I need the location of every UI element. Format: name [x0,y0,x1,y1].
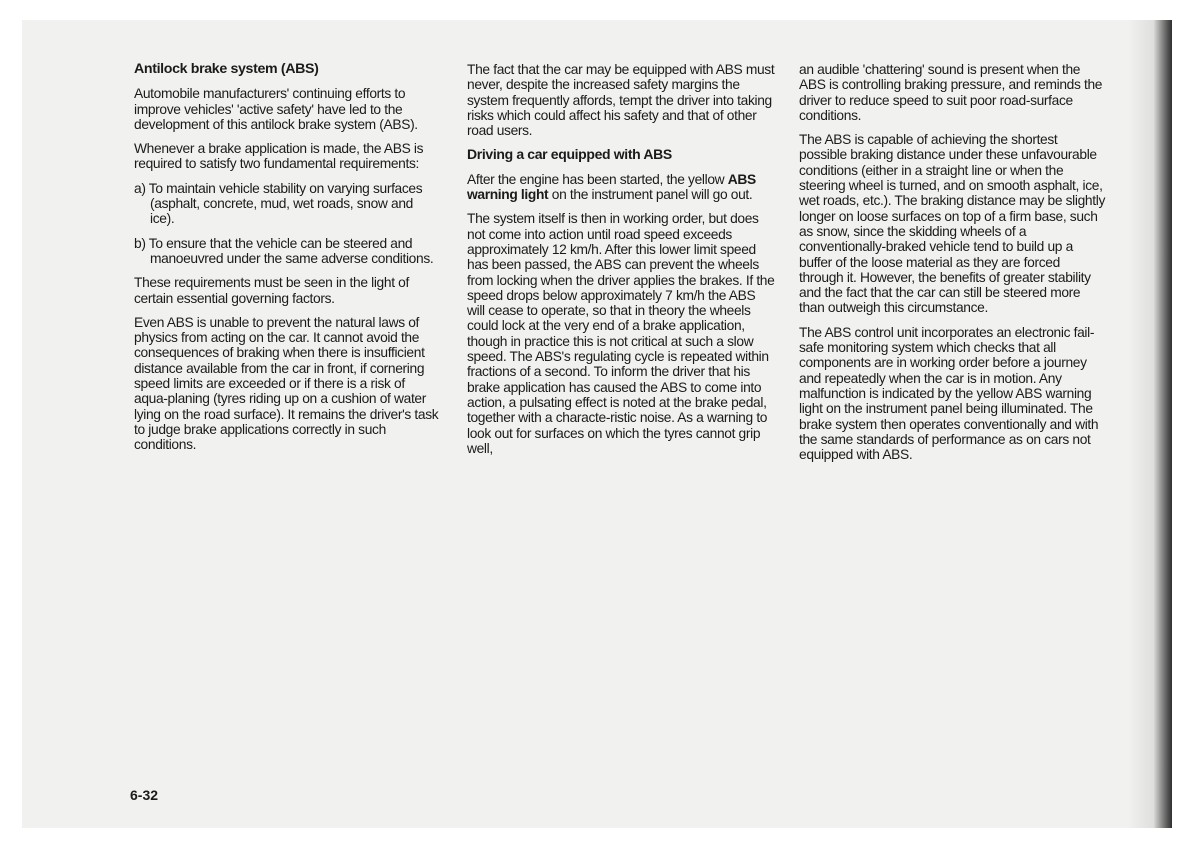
text-run: on the instrument panel will go out. [548,187,753,203]
page-edge [1154,20,1172,828]
paragraph: an audible 'chattering' sound is present when the ABS is controlling braking pressure, and reminds the driver to reduce speed to suit poor road-surface conditions. [799,62,1103,123]
binding-shadow [1128,20,1154,828]
paragraph: The system itself is then in working order, but does not come into action until road speed exceeds approximately 12 km/h. After this lower limit speed has been passed, the ABS can prevent the wheels from locking when the driver applies the brakes. If the speed drops below approximately 7 km/h the ABS will cease to operate, so that in theory the wheels could lock at the very end of a brake application, though in practice this is not critical at such a slow speed. The ABS's regulating cycle is repeated within fractions of a second. To inform the driver that his brake application has caused the ABS to come into action, a pulsating effect is noted at the brake pedal, together with a characte-ristic noise. As a warning to look out for surfaces on which the tyres cannot grip well, [467,211,775,456]
paragraph: The ABS is capable of achieving the shortest possible braking distance under these unfavourable conditions (either in a straight line or when the steering wheel is turned, and on smooth asphalt, ice, wet roads, etc.). The braking distance may be slightly longer on loose surfaces on top of a firm base, such as snow, since the skidding wheels of a conventionally-braked vehicle tend to build up a buffer of the loose material as they are forced through it. However, the benefits of greater stability and the fact that the car can still be steered more than outweigh this circumstance. [799,132,1105,316]
paragraph: The fact that the car may be equipped with ABS must never, despite the increased safety margins the system frequently affords, tempt the driver into taking risks which could affect his safety and that of other road users. [467,62,775,139]
paragraph: Automobile manufacturers' continuing efforts to improve vehicles' 'active safety' have led to the development of this antilock brake system (ABS). [134,86,418,132]
list-item: a) To maintain vehicle stability on varying surfaces (asphalt, concrete, mud, wet roads, snow and ice). [134,180,423,227]
paragraph: These requirements must be seen in the light of certain essential governing factors. [134,275,409,306]
column-2 [467,62,775,465]
subsection-heading: Driving a car equipped with ABS [467,146,672,163]
paragraph: The ABS control unit incorporates an electronic fail-safe monitoring system which checks that all components are in working order before a journey and repeatedly when the car is in motion. Any malfunction is indicated by the yellow ABS warning light on the instrument panel being illuminated. The brake system then operates conventionally and with the same standards of performance as on cars not equipped with ABS. [799,324,1099,463]
text-run: After the engine has been started, the yellow [467,171,728,187]
section-heading: Antilock brake system (ABS) [134,61,319,77]
bold-term: ABS warning light [467,171,756,203]
column-1 [134,62,440,462]
paragraph: Even ABS is unable to prevent the natural laws of physics from acting on the car. It cannot avoid the consequences of braking when there is insufficient distance available from the car in front, if cornering speed limits are exceeded or if there is a risk of aqua-planing (tyres riding up on a cushion of water lying on the road surface). It remains the driver's task to judge brake applications correctly in such conditions. [134,314,439,453]
paragraph [467,172,775,203]
column-3 [799,62,1105,471]
paragraph: Whenever a brake application is made, the ABS is required to satisfy two fundamental requirements: [134,141,424,172]
list-item: b) To ensure that the vehicle can be steered and manoeuvred under the same adverse conditions. [134,235,434,266]
page-number: 6-32 [130,787,159,803]
